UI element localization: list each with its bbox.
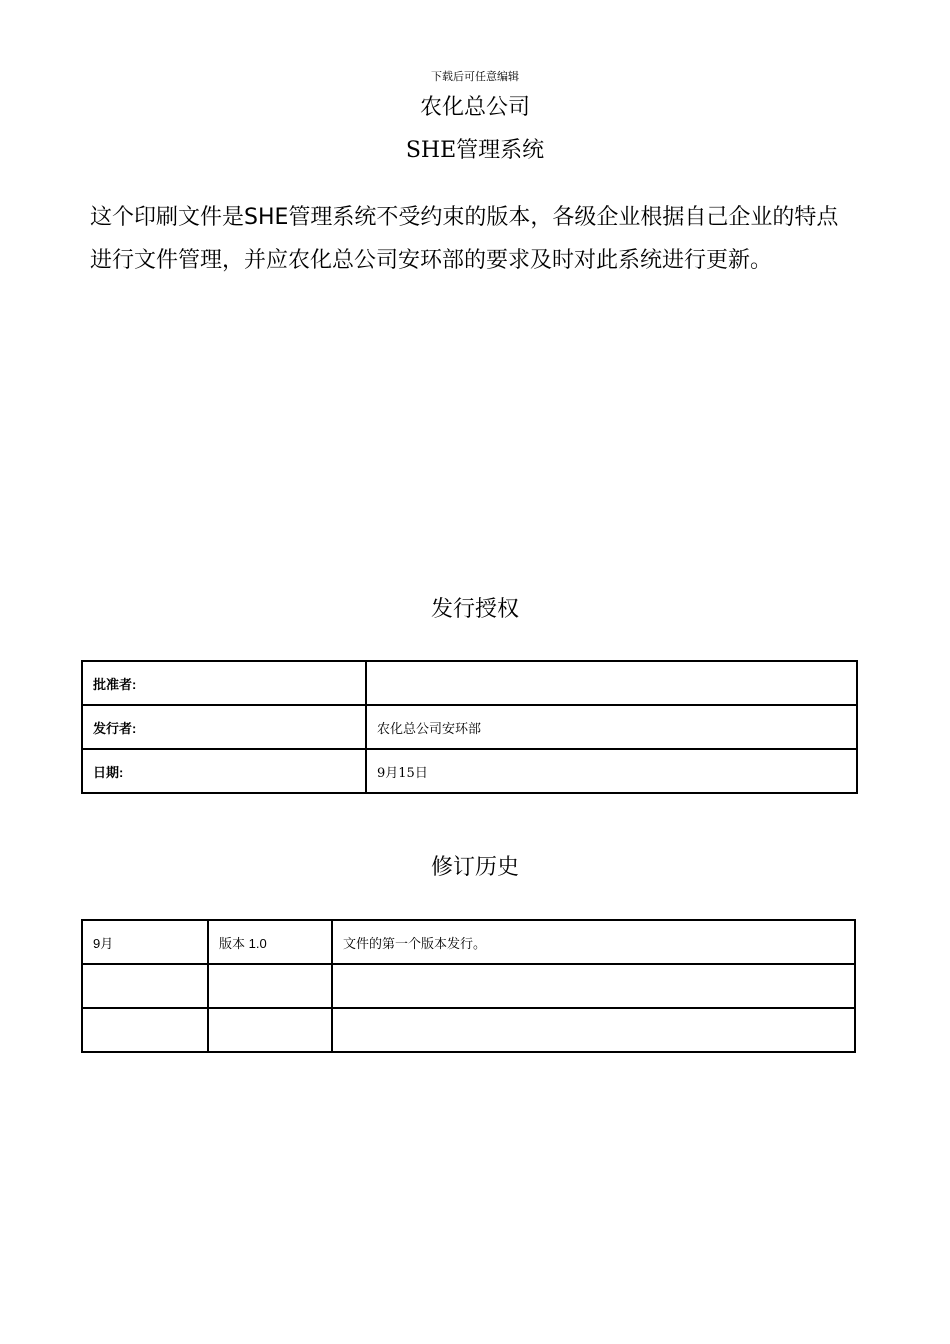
revision-date <box>82 964 208 1008</box>
approver-label: 批准者: <box>82 661 366 705</box>
date-label: 日期: <box>82 749 366 793</box>
table-row <box>82 964 855 1008</box>
revision-version: 版本 1.0 <box>208 920 332 964</box>
revision-date: 9月 <box>82 920 208 964</box>
authorization-title: 发行授权 <box>430 597 519 622</box>
issuer-value: 农化总公司安环部 <box>366 705 857 749</box>
intro-paragraph: 这个印刷文件是SHE管理系统不受约束的版本，各级企业根据自己企业的特点进行文件管理，并应农化总公司安环部的要求及时对此系统进行更新。 <box>90 205 839 273</box>
revision-version <box>208 964 332 1008</box>
approver-value <box>366 661 857 705</box>
revision-table <box>81 919 856 1053</box>
revision-history-title: 修订历史 <box>430 855 519 880</box>
issuer-label: 发行者: <box>82 705 366 749</box>
date-value: 9月15日 <box>366 749 857 793</box>
header-note: 下载后可任意编辑 <box>431 70 519 83</box>
table-row <box>82 705 857 749</box>
revision-description <box>332 1008 855 1052</box>
revision-version <box>208 1008 332 1052</box>
authorization-table <box>81 660 858 794</box>
revision-description: 文件的第一个版本发行。 <box>332 920 855 964</box>
table-row <box>82 661 857 705</box>
revision-description <box>332 964 855 1008</box>
table-row <box>82 920 855 964</box>
revision-date <box>82 1008 208 1052</box>
table-row <box>82 1008 855 1052</box>
company-title: 农化总公司 <box>419 95 530 120</box>
system-title: SHE管理系统 <box>405 138 545 163</box>
table-row <box>82 749 857 793</box>
